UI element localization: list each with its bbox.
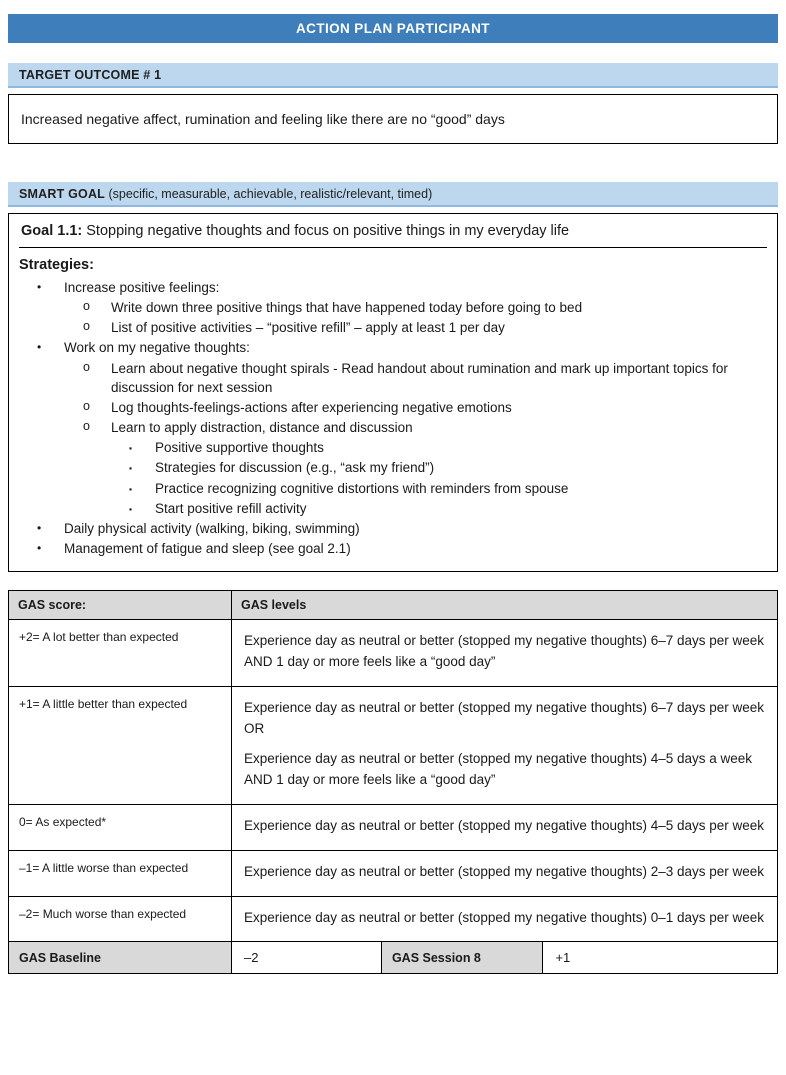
- list-item: [19, 519, 767, 538]
- circle-bullet-icon: o: [83, 398, 90, 413]
- list-item-text: Daily physical activity (walking, biking, swimming): [64, 520, 360, 536]
- gas-score-cell: 0= As expected*: [9, 804, 232, 850]
- list-item: [19, 338, 767, 357]
- smart-goal-heading-band: [8, 182, 778, 207]
- table-row: [9, 896, 778, 942]
- circle-bullet-icon: o: [83, 299, 90, 314]
- square-bullet-icon: ▪: [129, 443, 133, 454]
- gas-level-text: Experience day as neutral or better (stopped my negative thoughts) 2–3 days per week: [244, 863, 765, 879]
- table-header-row: [9, 591, 778, 620]
- list-item: [19, 479, 767, 498]
- list-item: [19, 298, 767, 317]
- gas-level-cell: [232, 850, 778, 896]
- gas-baseline-label: GAS Baseline: [9, 942, 232, 974]
- list-item-text: List of positive activities – “positive refill” – apply at least 1 per day: [111, 320, 505, 336]
- list-item-text: Management of fatigue and sleep (see goal 2.1): [64, 541, 351, 557]
- bullet-icon: •: [37, 541, 42, 556]
- goal-number-label: Goal 1.1:: [21, 223, 83, 239]
- circle-bullet-icon: o: [83, 359, 90, 374]
- gas-level-cell: [232, 896, 778, 942]
- list-item: [19, 398, 767, 417]
- circle-bullet-icon: o: [83, 419, 90, 434]
- list-item: [19, 438, 767, 457]
- square-bullet-icon: ▪: [129, 463, 133, 474]
- list-item: [19, 499, 767, 518]
- list-item-text: Work on my negative thoughts:: [64, 340, 250, 356]
- gas-level-cell: [232, 620, 778, 687]
- gas-level-text: Experience day as neutral or better (stopped my negative thoughts) 6–7 days per week AND 1 day or more feels like a “good day”: [244, 633, 765, 670]
- list-item: [19, 359, 767, 397]
- gas-level-cell: [232, 687, 778, 805]
- square-bullet-icon: ▪: [129, 503, 133, 514]
- list-item: [19, 278, 767, 297]
- gas-level-text: Experience day as neutral or better (stopped my negative thoughts) 0–1 days per week: [244, 909, 765, 925]
- gas-level-text: Experience day as neutral or better (stopped my negative thoughts) 4–5 days per week: [244, 817, 765, 833]
- gas-level-cell: [232, 804, 778, 850]
- gas-levels-header: GAS levels: [232, 591, 778, 620]
- gas-score-cell: +1= A little better than expected: [9, 687, 232, 805]
- strategies-heading: Strategies:: [19, 257, 94, 273]
- table-row: [9, 804, 778, 850]
- list-item-text: Positive supportive thoughts: [155, 440, 324, 456]
- list-item-text: Log thoughts-feelings-actions after experiencing negative emotions: [111, 399, 512, 415]
- gas-score-cell: –1= A little worse than expected: [9, 850, 232, 896]
- gas-baseline-value: –2: [232, 942, 382, 974]
- list-item-text: Learn to apply distraction, distance and discussion: [111, 420, 413, 436]
- table-row: [9, 620, 778, 687]
- target-outcome-text: Increased negative affect, rumination and feeling like there are no “good” days: [21, 111, 505, 127]
- list-item-text: Write down three positive things that have happened today before going to bed: [111, 300, 583, 316]
- table-footer-row: [9, 942, 778, 974]
- list-item-text: Strategies for discussion (e.g., “ask my friend”): [155, 460, 435, 476]
- bullet-icon: •: [37, 520, 42, 535]
- goal-strategies-box: [8, 213, 778, 572]
- table-row: [9, 850, 778, 896]
- page-title: ACTION PLAN PARTICIPANT: [296, 21, 490, 36]
- page-title-banner: [8, 14, 778, 43]
- table-row: [9, 687, 778, 805]
- gas-score-header: GAS score:: [9, 591, 232, 620]
- goal-line: [19, 216, 767, 248]
- gas-score-cell: –2= Much worse than expected: [9, 896, 232, 942]
- list-item-text: Practice recognizing cognitive distortions with reminders from spouse: [155, 480, 569, 496]
- gas-level-text: Experience day as neutral or better (stopped my negative thoughts) 4–5 days a week AND 1 day or more feels like a “good day”: [244, 750, 753, 787]
- list-item: [19, 458, 767, 477]
- gas-table: [8, 590, 778, 974]
- target-outcome-box: [8, 94, 778, 144]
- gas-level-text: Experience day as neutral or better (stopped my negative thoughts) 6–7 days per week OR: [244, 700, 765, 736]
- target-outcome-heading: TARGET OUTCOME # 1: [19, 68, 162, 82]
- list-item-text: Start positive refill activity: [155, 500, 307, 516]
- smart-goal-heading-suffix: (specific, measurable, achievable, realistic/relevant, timed): [105, 187, 433, 201]
- list-item: [19, 418, 767, 437]
- gas-score-cell: +2= A lot better than expected: [9, 620, 232, 687]
- circle-bullet-icon: o: [83, 319, 90, 334]
- gas-session-value: +1: [543, 942, 778, 974]
- list-item-text: Learn about negative thought spirals - Read handout about rumination and mark up important topics for discussion for next session: [111, 360, 728, 395]
- goal-text: Stopping negative thoughts and focus on positive things in my everyday life: [86, 223, 570, 239]
- target-outcome-heading-band: [8, 63, 778, 88]
- gas-session-label: GAS Session 8: [381, 942, 542, 974]
- list-item: [19, 318, 767, 337]
- smart-goal-heading: SMART GOAL: [19, 187, 106, 201]
- square-bullet-icon: ▪: [129, 483, 133, 494]
- list-item-text: Increase positive feelings:: [64, 280, 220, 295]
- bullet-icon: •: [37, 280, 42, 294]
- list-item: [19, 539, 767, 558]
- bullet-icon: •: [37, 340, 42, 355]
